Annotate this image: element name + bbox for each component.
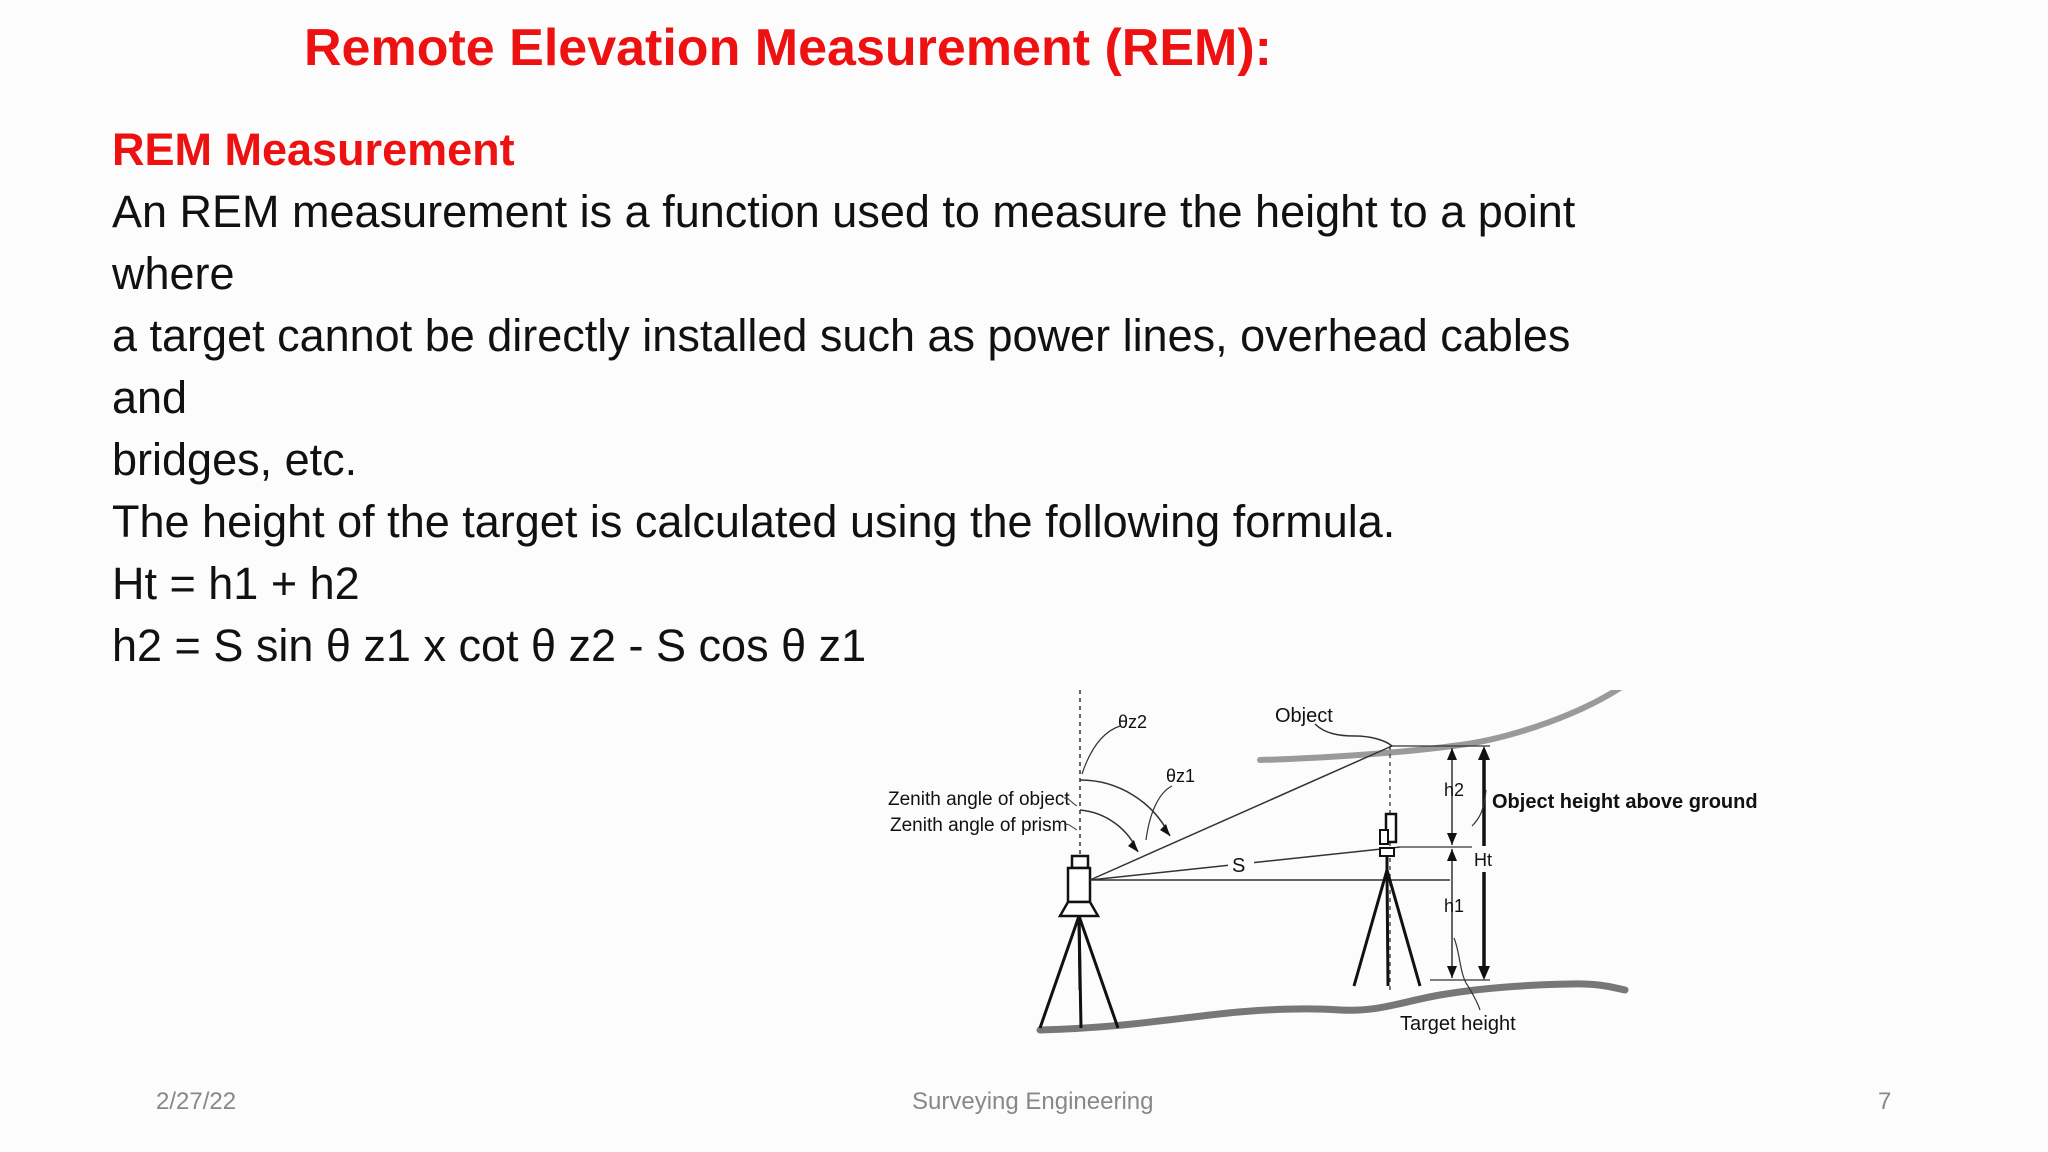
theta-z1-label: θz1 bbox=[1166, 766, 1196, 786]
section-heading: REM Measurement bbox=[112, 124, 515, 175]
theta-z2-label: θz2 bbox=[1118, 712, 1148, 732]
theta-z2-arc bbox=[1080, 780, 1170, 836]
footer-course: Surveying Engineering bbox=[912, 1088, 1154, 1115]
slide-title: Remote Elevation Measurement (REM): bbox=[304, 19, 1272, 77]
zenith-prism-label: Zenith angle of prism bbox=[890, 815, 1068, 836]
h2-label: h2 bbox=[1444, 780, 1465, 800]
footer-date: 2/27/22 bbox=[156, 1088, 237, 1115]
ht-label: Ht bbox=[1474, 850, 1492, 870]
rem-diagram bbox=[880, 690, 1800, 1050]
formula-ht: Ht = h1 + h2 bbox=[112, 558, 360, 609]
body-line-4: and bbox=[112, 372, 188, 423]
object-label: Object bbox=[1275, 705, 1333, 727]
ground-line bbox=[1040, 984, 1625, 1030]
object-leader bbox=[1315, 724, 1392, 746]
s-label: S bbox=[1232, 855, 1246, 877]
body-line-6: The height of the target is calculated using the following formula. bbox=[112, 496, 1396, 547]
body-line-2: where bbox=[112, 248, 235, 299]
zenith-object-label: Zenith angle of object bbox=[888, 789, 1070, 810]
h1-label: h1 bbox=[1444, 896, 1465, 916]
formula-h2: h2 = S sin θ z1 x cot θ z2 - S cos θ z1 bbox=[112, 620, 867, 671]
object-height-label: Object height above ground bbox=[1492, 791, 1758, 813]
target-height-label: Target height bbox=[1400, 1013, 1516, 1035]
body-line-1: An REM measurement is a function used to measure the height to a point bbox=[112, 186, 1576, 237]
body-line-5: bridges, etc. bbox=[112, 434, 358, 485]
body-line-3: a target cannot be directly installed such as power lines, overhead cables bbox=[112, 310, 1571, 361]
footer-page-number: 7 bbox=[1878, 1088, 1892, 1115]
